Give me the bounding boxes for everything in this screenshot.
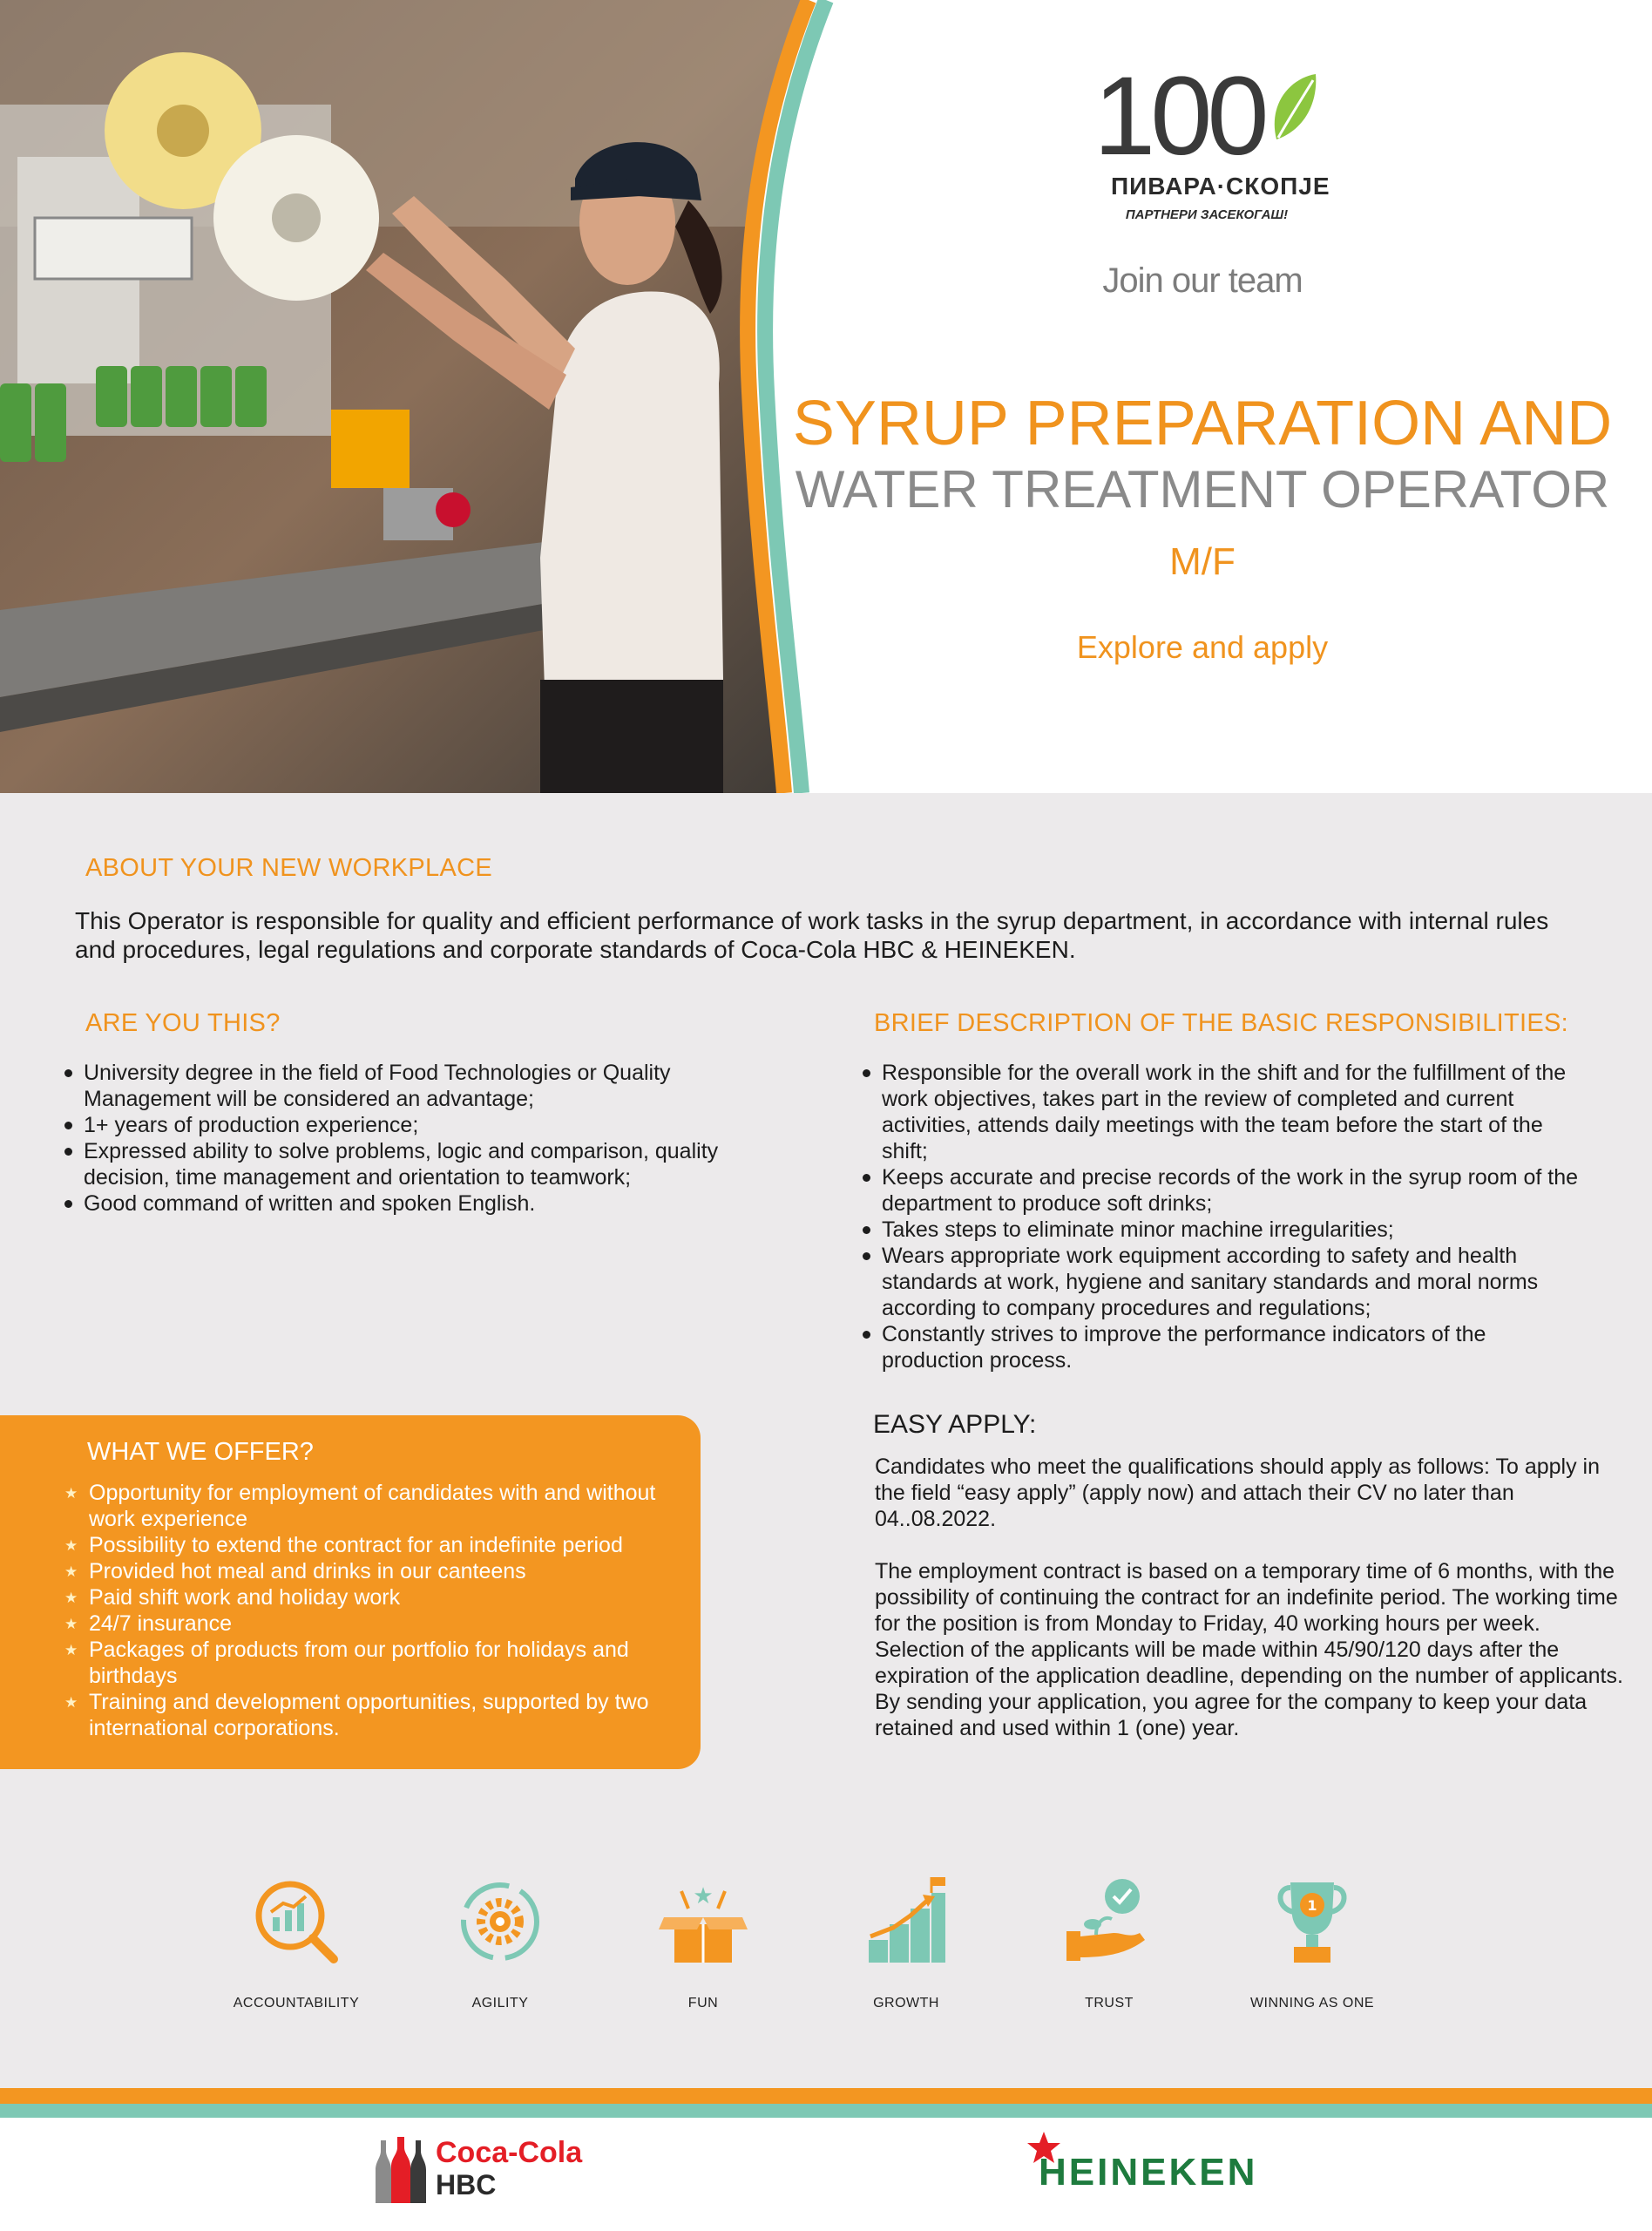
explore-and-apply-link[interactable]: Explore and apply [1076, 629, 1329, 665]
list-item: Takes steps to eliminate minor machine irregularities; [861, 1217, 1593, 1243]
value-growth: GROWTH [873, 1996, 939, 2011]
list-item: Good command of written and spoken English. [63, 1190, 777, 1217]
logo-number: 100 [1093, 54, 1264, 179]
list-item: ★ 24/7 insurance [64, 1611, 674, 1637]
logo-brewery-name: ПИВАРА·СКОПЈЕ [1111, 173, 1330, 200]
pivara-skopje-logo [1093, 54, 1330, 227]
footer-band-orange [0, 2088, 1652, 2104]
offer-list [64, 1480, 674, 1741]
value-accountability: ACCOUNTABILITY [233, 1996, 360, 2011]
coca-cola-logo-text: Coca-Cola [436, 2136, 583, 2169]
list-item: Constantly strives to improve the performance indicators of the production process. [861, 1321, 1593, 1373]
hero-section [0, 0, 1652, 793]
hbc-logo-text: HBC [436, 2169, 497, 2200]
value-winning-as-one: WINNING AS ONE [1249, 1996, 1375, 2011]
list-item: Keeps accurate and precise records of the work in the syrup room of the department to produce soft drinks; [861, 1164, 1593, 1217]
open-box-icon [655, 1874, 751, 1970]
join-our-team: Join our team [1102, 261, 1303, 300]
value-agility: AGILITY [471, 1996, 529, 2011]
list-item: 1+ years of production experience; [63, 1112, 777, 1138]
heineken-logo-text: HEINEKEN [1039, 2151, 1258, 2194]
list-item: ★ Provided hot meal and drinks in our canteens [64, 1558, 674, 1584]
job-title-gender: M/F [1169, 540, 1236, 583]
svg-text:1: 1 [1307, 1897, 1317, 1914]
list-item: ★ Opportunity for employment of candidates with and without work experience [64, 1480, 674, 1532]
easy-apply-instructions: Candidates who meet the qualifications should apply as follows: To apply in the field “easy apply” (apply now) and attach their CV no later than 04..08.2022. [875, 1455, 1600, 1531]
offer-box [0, 1415, 701, 1769]
job-title-line2: WATER TREATMENT OPERATOR [795, 460, 1610, 519]
requirements-list [63, 1060, 777, 1217]
about-text: This Operator is responsible for quality and efficient performance of work tasks in the syrup department, in accordance with internal rules and procedures, legal regulations and corporate standards of Coca-Cola HBC & HEINEKEN. [75, 907, 1549, 963]
list-item: Wears appropriate work equipment according to safety and health standards at work, hygiene and sanitary standards and moral norms according to company procedures and regulations; [861, 1243, 1593, 1321]
value-fun: FUN [687, 1996, 719, 2011]
job-title-line1: SYRUP PREPARATION AND [792, 389, 1613, 458]
responsibilities-heading: BRIEF DESCRIPTION OF THE BASIC RESPONSIBILITIES: [874, 1009, 1569, 1037]
list-item: ★ Paid shift work and holiday work [64, 1584, 674, 1611]
easy-apply-contract-info: The employment contract is based on a temporary time of 6 months, with the possibility of continuing the contract for an indefinite period. The working time for the position is from Monday to Friday, 40 working hours per week. Selection of the applicants will be made within 45/90/120 days after the expiration of the application deadline, depending on the number of applicants. By sending your application, you agree for the company to keep your data retained and used within 1 (one) year. [875, 1559, 1623, 1740]
svg-text:★: ★ [693, 1883, 714, 1909]
list-item: ★ Possibility to extend the contract for an indefinite period [64, 1532, 674, 1558]
footer [0, 2118, 1652, 2231]
responsibilities-list [861, 1060, 1593, 1373]
list-item: Expressed ability to solve problems, logic and comparison, quality decision, time management and orientation to teamwork; [63, 1138, 777, 1190]
offer-heading: WHAT WE OFFER? [87, 1438, 314, 1466]
list-item: University degree in the field of Food Technologies or Quality Management will be considered an advantage; [63, 1060, 777, 1112]
coca-cola-bottles-icon [370, 2135, 431, 2205]
gear-cycle-icon [452, 1874, 548, 1970]
magnifier-chart-icon [248, 1874, 344, 1970]
list-item: ★ Training and development opportunities, supported by two international corporations. [64, 1689, 674, 1741]
footer-band-teal [0, 2104, 1652, 2118]
value-trust: TRUST [1085, 1996, 1134, 2011]
are-you-heading: ARE YOU THIS? [85, 1009, 281, 1037]
trophy-icon [1264, 1874, 1360, 1970]
hand-plant-icon [1061, 1874, 1157, 1970]
logo-tagline: ПАРТНЕРИ ЗАСЕКОГАШ! [1125, 207, 1289, 222]
list-item: Responsible for the overall work in the shift and for the fulfillment of the work objectives, takes part in the review of completed and current activities, attends daily meetings with the team before the start of the shift; [861, 1060, 1593, 1164]
list-item: ★ Packages of products from our portfolio for holidays and birthdays [64, 1637, 674, 1689]
leaf-icon [1268, 70, 1320, 148]
growth-stairs-icon [858, 1874, 954, 1970]
about-heading: ABOUT YOUR NEW WORKPLACE [85, 854, 492, 882]
easy-apply-heading: EASY APPLY: [873, 1410, 1037, 1439]
